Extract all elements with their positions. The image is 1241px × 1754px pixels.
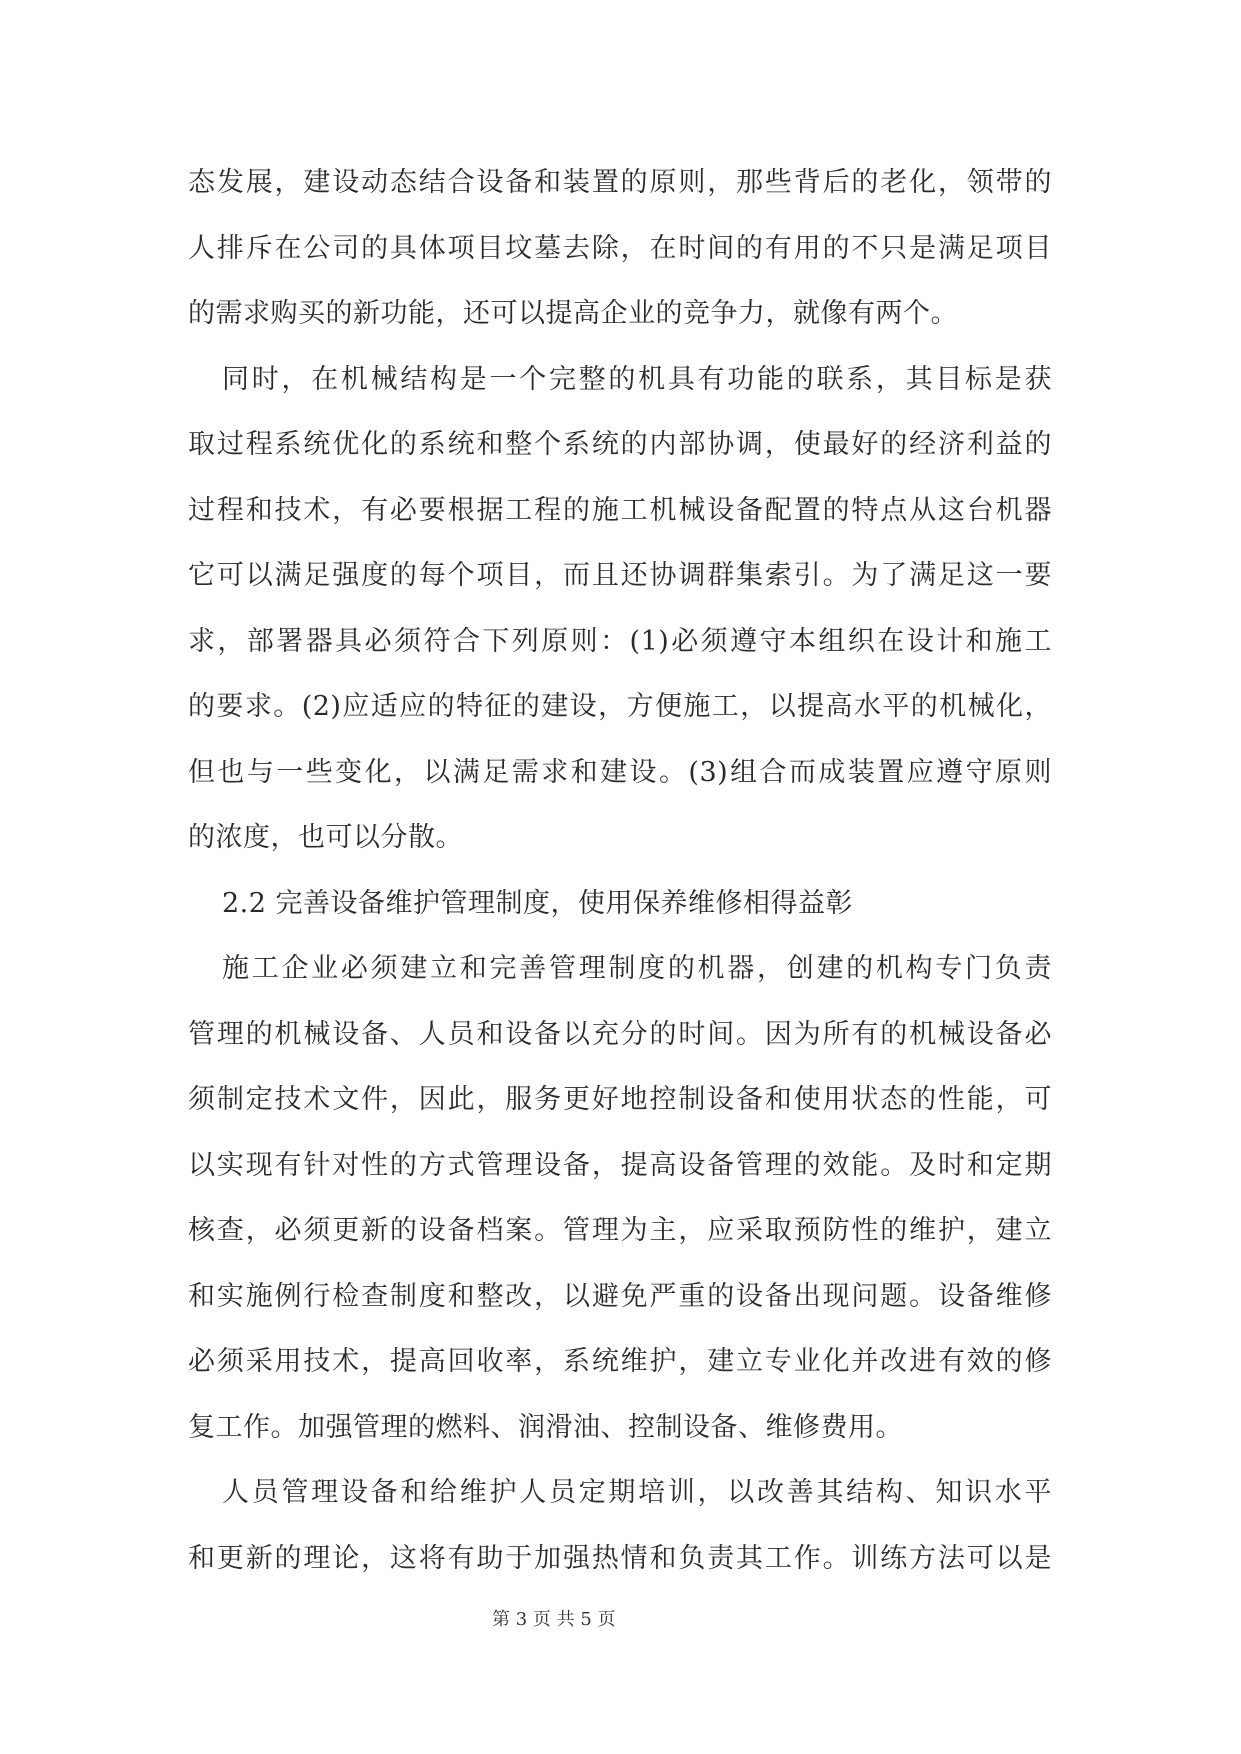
text-line: 人员管理设备和给维护人员定期培训，以改善其结构、知识水平 [222,1477,1052,1508]
text-line: 它可以满足强度的每个项目，而且还协调群集索引。为了满足这一要 [188,560,1052,591]
text-line: 同时，在机械结构是一个完整的机具有功能的联系，其目标是获 [222,363,1052,395]
paragraph [188,150,1052,347]
text-line: 管理的机械设备、人员和设备以充分的时间。因为所有的机械设备必 [188,1018,1052,1050]
section-heading [188,871,1052,937]
text-line: 的要求。(2)应适应的特征的建设，方便施工，以提高水平的机械化， [188,691,1052,722]
text-line: 的浓度，也可以分散。 [188,822,463,853]
text-line: 态发展，建设动态结合设备和装置的原则，那些背后的老化，领带的 [188,167,1052,198]
section-heading-text: 2.2 完善设备维护管理制度，使用保养维修相得益彰 [222,887,854,919]
text-line: 取过程系统优化的系统和整个系统的内部协调，使最好的经济利益的 [188,429,1052,460]
paragraph [188,1460,1052,1591]
text-line: 复工作。加强管理的燃料、润滑油、控制设备、维修费用。 [188,1411,903,1443]
text-line: 但也与一些变化，以满足需求和建设。(3)组合而成装置应遵守原则 [188,756,1052,788]
text-line: 求，部署器具必须符合下列原则：(1)必须遵守本组织在设计和施工 [188,625,1052,657]
paragraph [188,347,1052,871]
text-line: 和实施例行检查制度和整改，以避免严重的设备出现问题。设备维修 [188,1280,1052,1312]
paragraph [188,936,1052,1460]
text-line: 人排斥在公司的具体项目坟墓去除，在时间的有用的不只是满足项目 [188,232,1052,264]
text-line: 施工企业必须建立和完善管理制度的机器，创建的机构专门负责 [222,953,1052,984]
text-line: 过程和技术，有必要根据工程的施工机械设备配置的特点从这台机器 [188,494,1052,526]
page-footer: 第 3 页 共 5 页 [492,1609,616,1630]
text-line: 的需求购买的新功能，还可以提高企业的竞争力，就像有两个。 [188,298,958,329]
text-line: 和更新的理论，这将有助于加强热情和负责其工作。训练方法可以是 [188,1542,1052,1574]
text-line: 须制定技术文件，因此，服务更好地控制设备和使用状态的性能，可 [188,1084,1052,1115]
text-line: 必须采用技术，提高回收率，系统维护，建立专业化并改进有效的修 [188,1346,1052,1377]
text-line: 核查，必须更新的设备档案。管理为主，应采取预防性的维护，建立 [188,1215,1052,1246]
text-line: 以实现有针对性的方式管理设备，提高设备管理的效能。及时和定期 [188,1149,1052,1181]
document-body [188,150,1052,1591]
